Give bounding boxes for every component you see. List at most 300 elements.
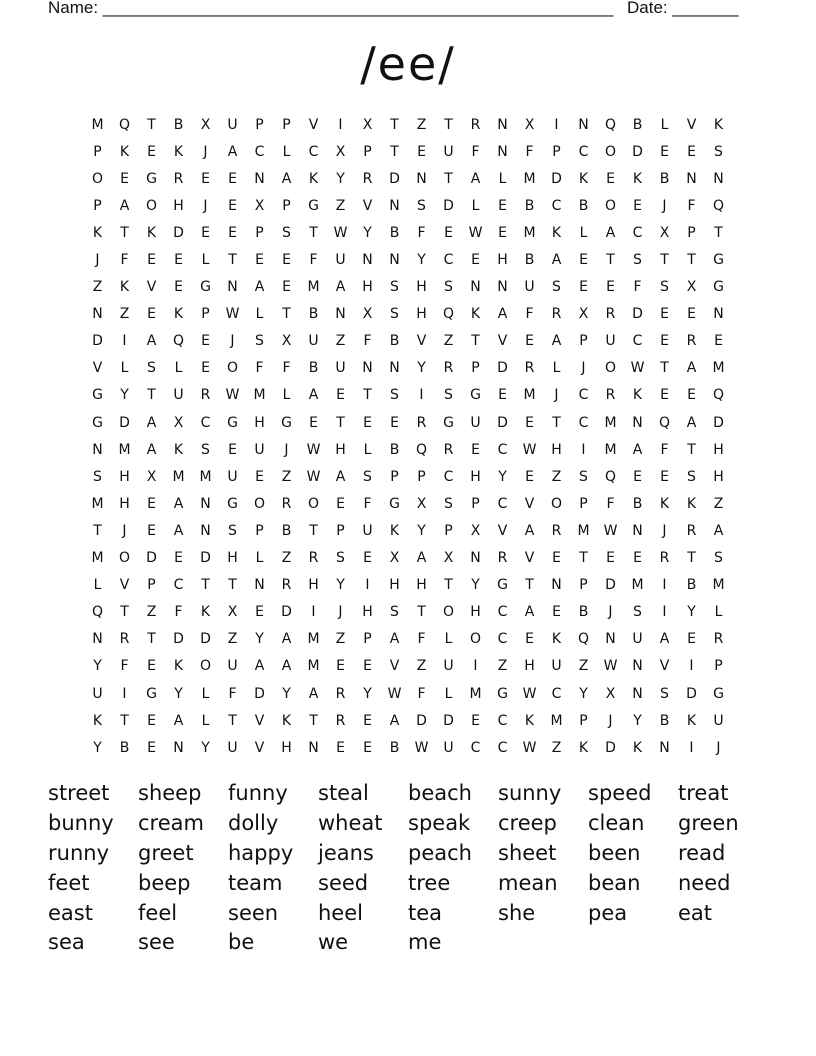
grid-letter: E <box>147 658 156 675</box>
grid-letter: Y <box>363 685 372 702</box>
grid-letter: L <box>660 116 669 133</box>
grid-letter: E <box>363 414 372 431</box>
grid-letter: U <box>335 360 346 377</box>
grid-letter: H <box>119 495 130 512</box>
grid-letter: Z <box>443 333 454 350</box>
grid-letter: M <box>307 279 320 296</box>
grid-letter: M <box>199 468 212 485</box>
grid-letter: S <box>660 279 669 296</box>
grid-letter: T <box>444 577 453 594</box>
grid-letter: K <box>146 224 157 241</box>
grid-letter: K <box>173 306 184 323</box>
grid-letter: R <box>119 631 130 648</box>
grid-letter: E <box>174 252 183 269</box>
grid-letter: U <box>173 387 184 404</box>
grid-letter: A <box>416 550 427 567</box>
grid-letter: B <box>659 712 670 729</box>
grid-letter: F <box>363 495 372 512</box>
grid-letter: P <box>579 495 588 512</box>
grid-letter: E <box>336 739 345 756</box>
grid-letter: V <box>497 522 508 539</box>
grid-letter: N <box>389 252 400 269</box>
grid-letter: T <box>390 143 399 160</box>
grid-letter: H <box>389 577 400 594</box>
word-bank-item: feet <box>48 870 90 895</box>
grid-letter: J <box>284 441 289 458</box>
grid-letter: I <box>662 577 667 594</box>
grid-letter: K <box>632 739 643 756</box>
grid-letter: P <box>282 116 291 133</box>
grid-letter: H <box>308 577 319 594</box>
grid-letter: T <box>309 522 318 539</box>
grid-letter: L <box>471 197 480 214</box>
grid-letter: E <box>660 306 669 323</box>
grid-letter: G <box>389 495 400 512</box>
grid-letter: Z <box>227 631 238 648</box>
grid-letter: N <box>632 522 643 539</box>
grid-letter: X <box>335 143 346 160</box>
grid-letter: L <box>201 252 210 269</box>
word-bank-item: green <box>678 810 739 835</box>
grid-letter: Y <box>120 387 129 404</box>
grid-letter: Y <box>471 577 480 594</box>
grid-letter: E <box>228 224 237 241</box>
grid-letter: O <box>604 143 617 160</box>
grid-letter: D <box>200 631 211 648</box>
grid-letter: L <box>552 360 561 377</box>
grid-letter: B <box>659 170 670 187</box>
grid-letter: N <box>200 522 211 539</box>
grid-letter: C <box>551 685 562 702</box>
grid-letter: Z <box>281 468 292 485</box>
grid-letter: P <box>93 197 102 214</box>
grid-letter: E <box>201 170 210 187</box>
grid-letter: V <box>254 712 265 729</box>
grid-letter: E <box>201 333 210 350</box>
grid-letter: A <box>335 468 346 485</box>
grid-letter: J <box>122 522 127 539</box>
grid-letter: P <box>579 333 588 350</box>
grid-letter: U <box>524 279 535 296</box>
word-bank-item: seen <box>228 900 279 925</box>
grid-letter: K <box>551 631 562 648</box>
grid-letter: E <box>579 252 588 269</box>
grid-letter: C <box>200 414 211 431</box>
grid-letter: E <box>525 468 534 485</box>
grid-letter: P <box>444 522 453 539</box>
grid-letter: S <box>444 279 453 296</box>
grid-letter: F <box>417 224 426 241</box>
grid-letter: S <box>201 441 210 458</box>
grid-letter: X <box>254 197 265 214</box>
grid-letter: V <box>254 739 265 756</box>
grid-row <box>84 138 732 165</box>
grid-letter: E <box>552 604 561 621</box>
grid-letter: C <box>497 739 508 756</box>
grid-letter: Q <box>577 631 590 648</box>
grid-letter: X <box>470 522 481 539</box>
grid-letter: W <box>603 658 618 675</box>
grid-letter: R <box>335 685 346 702</box>
grid-letter: E <box>471 252 480 269</box>
grid-letter: F <box>255 360 264 377</box>
grid-letter: E <box>579 279 588 296</box>
word-bank-item: beep <box>138 870 191 895</box>
grid-letter: P <box>201 306 210 323</box>
grid-letter: X <box>578 306 589 323</box>
grid-letter: T <box>228 712 237 729</box>
grid-letter: X <box>389 550 400 567</box>
grid-letter: E <box>363 712 372 729</box>
grid-letter: G <box>497 685 508 702</box>
grid-letter: H <box>497 252 508 269</box>
grid-letter: P <box>255 522 264 539</box>
grid-letter: U <box>227 116 238 133</box>
word-bank-item: eat <box>678 900 713 925</box>
grid-letter: G <box>146 170 157 187</box>
grid-letter: E <box>336 495 345 512</box>
grid-letter: T <box>147 116 156 133</box>
word-bank-item: peach <box>408 840 472 865</box>
grid-letter: P <box>714 658 723 675</box>
grid-letter: V <box>92 360 103 377</box>
word-bank-item: be <box>228 930 255 955</box>
grid-letter: S <box>390 279 399 296</box>
grid-letter: A <box>605 224 616 241</box>
grid-letter: N <box>308 739 319 756</box>
grid-letter: P <box>282 197 291 214</box>
grid-row <box>84 382 732 409</box>
grid-letter: K <box>308 170 319 187</box>
word-bank-item: heel <box>318 900 363 925</box>
grid-letter: D <box>92 333 103 350</box>
grid-letter: P <box>255 116 264 133</box>
grid-letter: S <box>282 224 291 241</box>
word-bank-item: speed <box>588 781 652 805</box>
word-bank-item: team <box>228 870 283 895</box>
grid-letter: X <box>362 306 373 323</box>
grid-letter: P <box>147 577 156 594</box>
grid-letter: S <box>687 468 696 485</box>
grid-letter: R <box>551 306 562 323</box>
grid-letter: J <box>554 387 559 404</box>
grid-letter: T <box>147 387 156 404</box>
grid-letter: E <box>255 468 264 485</box>
grid-letter: V <box>389 658 400 675</box>
grid-letter: T <box>687 550 696 567</box>
grid-letter: A <box>254 658 265 675</box>
grid-letter: N <box>173 739 184 756</box>
grid-letter: P <box>471 495 480 512</box>
grid-letter: N <box>632 658 643 675</box>
grid-letter: M <box>712 360 725 377</box>
grid-letter: E <box>309 414 318 431</box>
grid-letter: K <box>524 712 535 729</box>
grid-letter: N <box>362 360 373 377</box>
word-bank-item: tea <box>408 900 443 925</box>
grid-letter: Z <box>92 279 103 296</box>
name-field-label: Name: ______________________________________________________ <box>48 0 614 17</box>
grid-letter: R <box>551 522 562 539</box>
grid-letter: A <box>713 522 724 539</box>
grid-letter: O <box>604 197 617 214</box>
grid-letter: D <box>254 685 265 702</box>
grid-letter: T <box>228 252 237 269</box>
grid-letter: Q <box>172 333 185 350</box>
grid-letter: F <box>363 333 372 350</box>
grid-row <box>84 192 732 219</box>
grid-letter: A <box>227 143 238 160</box>
grid-letter: T <box>120 224 129 241</box>
grid-letter: D <box>497 360 508 377</box>
grid-letter: T <box>687 441 696 458</box>
grid-letter: N <box>659 739 670 756</box>
grid-letter: N <box>632 414 643 431</box>
grid-letter: R <box>659 550 670 567</box>
grid-letter: T <box>714 224 723 241</box>
grid-letter: P <box>390 468 399 485</box>
grid-letter: I <box>419 387 424 404</box>
grid-letter: M <box>631 577 644 594</box>
grid-letter: P <box>471 360 480 377</box>
grid-letter: T <box>309 712 318 729</box>
grid-letter: R <box>686 522 697 539</box>
grid-letter: A <box>254 279 265 296</box>
grid-letter: Y <box>255 631 264 648</box>
grid-letter: Y <box>498 468 507 485</box>
grid-letter: D <box>119 414 130 431</box>
word-bank-item: we <box>318 930 349 955</box>
grid-letter: H <box>713 468 724 485</box>
grid-letter: C <box>497 495 508 512</box>
grid-letter: A <box>551 333 562 350</box>
grid-letter: V <box>119 577 130 594</box>
grid-letter: B <box>578 604 589 621</box>
word-bank-item: east <box>48 900 93 925</box>
grid-row <box>84 626 732 653</box>
grid-letter: L <box>282 387 291 404</box>
word-bank-item: creep <box>498 810 557 835</box>
grid-letter: P <box>579 712 588 729</box>
grid-letter: H <box>416 279 427 296</box>
grid-letter: V <box>659 658 670 675</box>
grid-letter: P <box>93 143 102 160</box>
grid-letter: I <box>365 577 370 594</box>
grid-letter: C <box>578 414 589 431</box>
grid-letter: W <box>522 739 537 756</box>
grid-letter: A <box>632 441 643 458</box>
grid-letter: K <box>632 387 643 404</box>
word-bank-item: steal <box>318 781 369 805</box>
grid-letter: I <box>122 333 127 350</box>
grid-row <box>84 517 732 544</box>
grid-letter: S <box>147 360 156 377</box>
grid-letter: V <box>416 333 427 350</box>
grid-letter: M <box>523 387 536 404</box>
grid-letter: O <box>604 360 617 377</box>
grid-letter: X <box>200 116 211 133</box>
grid-letter: T <box>525 577 534 594</box>
grid-letter: L <box>174 360 183 377</box>
grid-row <box>84 707 732 734</box>
grid-row <box>84 301 732 328</box>
page-title: /ee/ <box>360 37 456 91</box>
grid-letter: E <box>633 468 642 485</box>
grid-letter: J <box>581 360 586 377</box>
grid-letter: D <box>173 631 184 648</box>
word-bank-item: pea <box>588 900 628 925</box>
grid-letter: R <box>686 333 697 350</box>
grid-letter: R <box>416 414 427 431</box>
grid-letter: F <box>120 252 129 269</box>
grid-letter: S <box>444 495 453 512</box>
grid-letter: A <box>308 387 319 404</box>
grid-letter: T <box>147 631 156 648</box>
grid-letter: N <box>254 170 265 187</box>
grid-letter: T <box>552 414 561 431</box>
grid-letter: R <box>497 550 508 567</box>
grid-letter: G <box>713 685 724 702</box>
grid-letter: C <box>551 197 562 214</box>
grid-letter: G <box>281 414 292 431</box>
grid-letter: O <box>253 495 266 512</box>
grid-letter: E <box>147 495 156 512</box>
word-bank-item: sea <box>48 930 85 955</box>
grid-letter: P <box>336 522 345 539</box>
grid-letter: L <box>444 631 453 648</box>
grid-letter: N <box>497 116 508 133</box>
grid-letter: M <box>523 170 536 187</box>
word-bank-item: mean <box>498 870 558 895</box>
grid-letter: V <box>524 495 535 512</box>
grid-letter: P <box>255 224 264 241</box>
grid-letter: C <box>578 143 589 160</box>
word-bank-item: cream <box>138 810 204 835</box>
grid-letter: D <box>632 143 643 160</box>
grid-letter: M <box>253 387 266 404</box>
grid-letter: W <box>522 685 537 702</box>
grid-letter: G <box>470 387 481 404</box>
grid-letter: A <box>173 522 184 539</box>
grid-letter: S <box>390 387 399 404</box>
grid-letter: L <box>201 712 210 729</box>
grid-letter: M <box>550 712 563 729</box>
grid-letter: E <box>228 197 237 214</box>
grid-letter: S <box>579 468 588 485</box>
grid-letter: B <box>389 333 400 350</box>
grid-letter: E <box>147 143 156 160</box>
grid-letter: N <box>713 170 724 187</box>
word-bank-item: sheep <box>138 781 202 805</box>
grid-letter: M <box>712 577 725 594</box>
grid-letter: N <box>551 577 562 594</box>
grid-letter: R <box>281 495 292 512</box>
grid-letter: E <box>471 441 480 458</box>
grid-letter: R <box>605 387 616 404</box>
grid-letter: I <box>689 739 694 756</box>
grid-letter: B <box>308 306 319 323</box>
grid-letter: Z <box>551 739 562 756</box>
grid-letter: K <box>713 116 724 133</box>
grid-letter: B <box>389 224 400 241</box>
grid-letter: S <box>417 197 426 214</box>
grid-letter: W <box>468 224 483 241</box>
word-bank-item: feel <box>138 900 178 925</box>
grid-letter: D <box>416 712 427 729</box>
word-bank-item: treat <box>678 781 729 805</box>
grid-letter: T <box>282 306 291 323</box>
grid-letter: B <box>119 739 130 756</box>
grid-letter: H <box>362 279 373 296</box>
grid-letter: E <box>714 333 723 350</box>
grid-letter: H <box>173 197 184 214</box>
grid-letter: S <box>390 604 399 621</box>
grid-letter: D <box>173 224 184 241</box>
grid-letter: E <box>498 224 507 241</box>
grid-letter: E <box>147 712 156 729</box>
grid-letter: E <box>444 224 453 241</box>
grid-letter: E <box>606 279 615 296</box>
grid-letter: F <box>174 604 183 621</box>
grid-letter: S <box>633 604 642 621</box>
grid-letter: E <box>633 550 642 567</box>
grid-letter: E <box>363 739 372 756</box>
grid-letter: E <box>687 387 696 404</box>
grid-letter: F <box>282 360 291 377</box>
grid-letter: G <box>200 279 211 296</box>
grid-letter: O <box>550 495 563 512</box>
grid-letter: N <box>416 170 427 187</box>
grid-letter: N <box>578 116 589 133</box>
grid-letter: D <box>497 414 508 431</box>
grid-letter: S <box>336 550 345 567</box>
grid-letter: D <box>389 170 400 187</box>
grid-letter: E <box>228 441 237 458</box>
grid-letter: R <box>281 577 292 594</box>
grid-letter: R <box>308 550 319 567</box>
grid-letter: O <box>442 604 455 621</box>
grid-letter: Q <box>712 197 725 214</box>
grid-letter: E <box>363 658 372 675</box>
grid-letter: W <box>225 387 240 404</box>
grid-letter: F <box>525 143 534 160</box>
grid-letter: O <box>199 658 212 675</box>
grid-letter: D <box>632 306 643 323</box>
grid-row <box>84 274 732 301</box>
grid-letter: J <box>608 712 613 729</box>
grid-letter: Y <box>363 224 372 241</box>
grid-letter: M <box>91 550 104 567</box>
grid-letter: A <box>470 170 481 187</box>
grid-letter: U <box>254 441 265 458</box>
grid-letter: G <box>713 279 724 296</box>
grid-letter: H <box>470 604 481 621</box>
grid-letter: M <box>118 441 131 458</box>
grid-letter: W <box>225 306 240 323</box>
grid-letter: R <box>713 631 724 648</box>
grid-letter: R <box>335 712 346 729</box>
grid-letter: H <box>551 441 562 458</box>
grid-letter: I <box>311 604 316 621</box>
grid-letter: K <box>389 522 400 539</box>
grid-letter: Q <box>91 604 104 621</box>
word-bank-item: happy <box>228 840 294 865</box>
grid-letter: U <box>362 522 373 539</box>
grid-letter: K <box>578 170 589 187</box>
grid-letter: H <box>335 441 346 458</box>
grid-letter: E <box>687 631 696 648</box>
grid-letter: Q <box>118 116 131 133</box>
